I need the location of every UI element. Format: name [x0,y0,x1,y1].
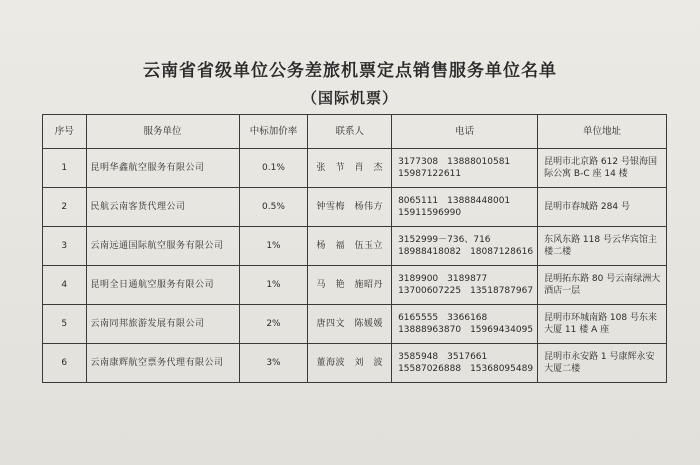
cell-unit: 昆明全日通航空服务有限公司 [86,266,239,305]
cell-phone [392,344,538,383]
phone-line: 13888963870 15969434095 [398,325,534,335]
cell-phone [392,305,538,344]
phone-line: 15587026888 15368095489 [398,364,534,374]
table-row [43,227,667,266]
cell-phone [392,188,538,227]
cell-no: 6 [43,344,87,383]
phone-line: 13700607225 13518787967 [398,286,534,296]
address-line: 大厦 11 楼 A 座 [544,325,610,335]
document-title: 云南省省级单位公务差旅机票定点销售服务单位名单 [143,61,557,81]
cell-contact: 钟雪梅 杨伟方 [308,188,392,227]
address-line: 昆明市永安路 1 号康辉永安 [544,352,655,362]
address-line: 东风东路 118 号云华宾馆主 [544,235,657,245]
phone-line: 15911596990 [398,208,462,218]
phone-line: 3189900 3189877 [398,274,488,284]
cell-address [538,305,667,344]
header-contact: 联系人 [308,115,392,149]
table-header-row [43,115,667,149]
cell-address [538,266,667,305]
cell-phone [392,149,538,188]
cell-contact: 董海波 刘 波 [308,344,392,383]
cell-unit: 云南康辉航空票务代理有限公司 [86,344,239,383]
header-address: 单位地址 [538,115,667,149]
address-line: 楼二楼 [544,247,572,257]
cell-rate: 1% [239,227,308,266]
address-line: 酒店一层 [544,286,581,296]
cell-address [538,188,667,227]
cell-unit: 云南同邦旅游发展有限公司 [86,305,239,344]
cell-rate: 1% [239,266,308,305]
cell-unit: 云南远通国际航空服务有限公司 [86,227,239,266]
cell-phone [392,266,538,305]
service-unit-table [42,114,667,383]
address-line: 昆明市春城路 284 号 [544,202,630,212]
cell-no: 5 [43,305,87,344]
phone-line: 8065111 13888448001 [398,196,511,206]
table-row [43,188,667,227]
table-row [43,305,667,344]
phone-line: 6165555 3366168 [398,313,488,323]
phone-line: 3585948 3517661 [398,352,488,362]
cell-rate: 2% [239,305,308,344]
address-line: 昆明市北京路 612 号银海国 [544,157,657,167]
cell-address [538,227,667,266]
cell-no: 3 [43,227,87,266]
header-no: 序号 [43,115,87,149]
cell-rate: 0.1% [239,149,308,188]
cell-no: 2 [43,188,87,227]
cell-rate: 3% [239,344,308,383]
cell-no: 4 [43,266,87,305]
header-rate: 中标加价率 [239,115,308,149]
phone-line: 3177308 13888010581 [398,157,511,167]
cell-no: 1 [43,149,87,188]
cell-phone [392,227,538,266]
cell-unit: 昆明华鑫航空服务有限公司 [86,149,239,188]
address-line: 昆明市环城南路 108 号东来 [544,313,657,323]
cell-address [538,344,667,383]
phone-line: 3152999－736、716 [398,235,491,245]
phone-line: 18988418082 18087128616 [398,247,534,257]
phone-line: 15987122611 [398,169,462,179]
table-row [43,344,667,383]
table-row [43,149,667,188]
address-line: 际公寓 B-C 座 14 楼 [544,169,628,179]
table-row [43,266,667,305]
cell-contact: 张 节 肖 杰 [308,149,392,188]
cell-contact: 杨 福 伍玉立 [308,227,392,266]
header-phone: 电话 [392,115,538,149]
address-line: 大厦二楼 [544,364,581,374]
cell-contact: 唐四文 陈媛媛 [308,305,392,344]
cell-address [538,149,667,188]
document-subtitle: （国际机票） [301,89,398,107]
cell-unit: 民航云南客货代理公司 [86,188,239,227]
cell-contact: 马 艳 施昭丹 [308,266,392,305]
address-line: 昆明拓东路 80 号云南绿洲大 [544,274,661,284]
header-unit: 服务单位 [86,115,239,149]
cell-rate: 0.5% [239,188,308,227]
